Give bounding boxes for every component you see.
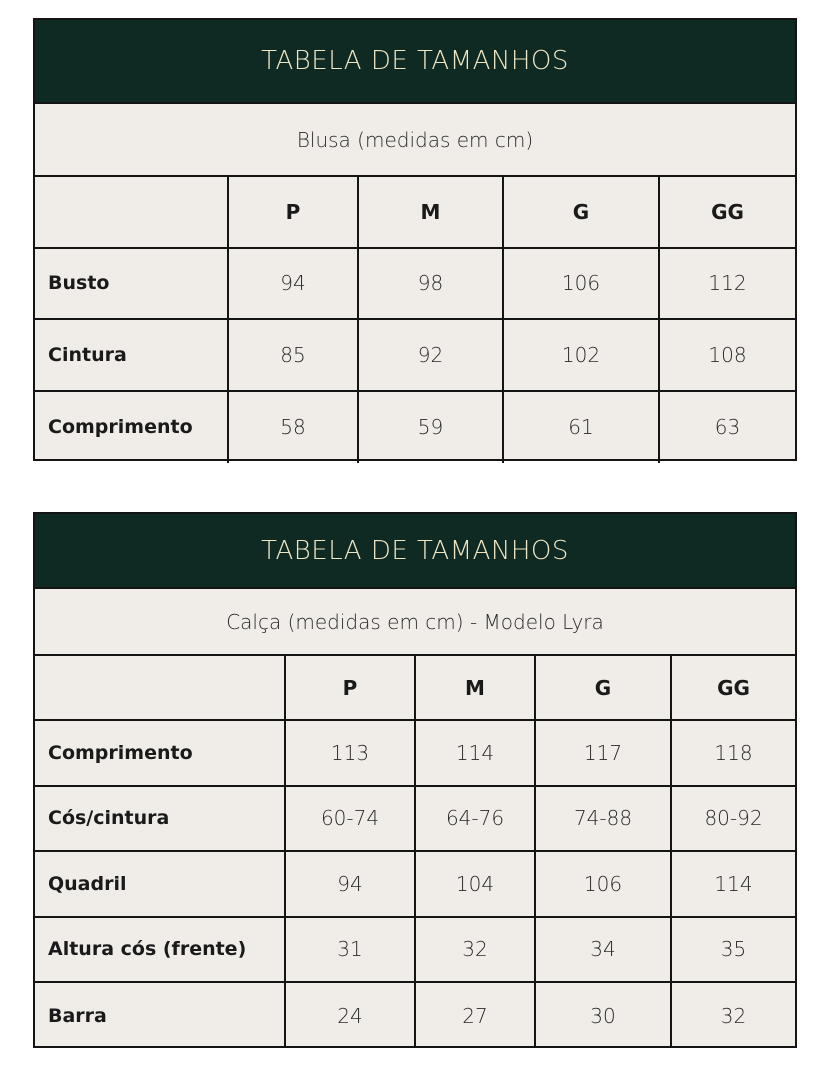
table-cell: 32: [416, 918, 536, 983]
row-label: Quadril: [35, 852, 286, 917]
size-grid: [35, 656, 795, 1048]
table-title: TABELA DE TAMANHOS: [35, 514, 795, 589]
row-label: Altura cós (frente): [35, 918, 286, 983]
table-cell: 30: [536, 983, 672, 1048]
table-cell: 94: [229, 249, 359, 321]
table-cell: 24: [286, 983, 416, 1048]
row-label: Busto: [35, 249, 229, 321]
table-cell: 85: [229, 320, 359, 392]
column-header-m: M: [359, 177, 504, 249]
column-header-g: G: [504, 177, 660, 249]
table-cell: 27: [416, 983, 536, 1048]
table-cell: 58: [229, 392, 359, 464]
column-header-g: G: [536, 656, 672, 721]
table-cell: 63: [714, 415, 741, 440]
table-cell: 106: [536, 852, 672, 917]
column-header-p: P: [286, 656, 416, 721]
table-cell: 118: [672, 721, 795, 786]
table-cell: 117: [536, 721, 672, 786]
table-cell: 59: [359, 392, 504, 464]
table-cell: 92: [359, 320, 504, 392]
row-label: Cós/cintura: [35, 787, 286, 852]
column-header-p: P: [229, 177, 359, 249]
table-cell: 60-74: [286, 787, 416, 852]
table-cell: 114: [416, 721, 536, 786]
size-table-blusa: [33, 18, 797, 461]
corner-cell: [35, 656, 286, 721]
table-cell: 31: [286, 918, 416, 983]
table-cell: 94: [286, 852, 416, 917]
size-table-calca: [33, 512, 797, 1048]
row-label: Comprimento: [35, 721, 286, 786]
size-grid: [35, 177, 795, 463]
table-cell: 98: [359, 249, 504, 321]
column-header-gg: GG: [672, 656, 795, 721]
table-cell: 34: [536, 918, 672, 983]
table-cell: 112: [660, 249, 795, 321]
table-cell: 102: [504, 320, 660, 392]
table-cell: 74-88: [536, 787, 672, 852]
row-label: Cintura: [35, 320, 229, 392]
table-cell: 113: [286, 721, 416, 786]
table-subtitle: Blusa (medidas em cm): [35, 104, 795, 177]
table-cell: 80-92: [672, 787, 795, 852]
table-cell: 64-76: [416, 787, 536, 852]
table-cell: 106: [504, 249, 660, 321]
column-header-m: M: [416, 656, 536, 721]
table-cell: 32: [720, 1003, 747, 1028]
corner-cell: [35, 177, 229, 249]
row-label: Comprimento: [35, 392, 229, 464]
table-cell: 114: [672, 852, 795, 917]
table-cell: 104: [416, 852, 536, 917]
table-cell: 108: [660, 320, 795, 392]
row-label: Barra: [35, 983, 286, 1048]
column-header-gg: GG: [660, 177, 795, 249]
table-title: TABELA DE TAMANHOS: [35, 20, 795, 104]
table-cell: 61: [504, 392, 660, 464]
table-subtitle: Calça (medidas em cm) - Modelo Lyra: [35, 589, 795, 656]
table-cell: 35: [672, 918, 795, 983]
